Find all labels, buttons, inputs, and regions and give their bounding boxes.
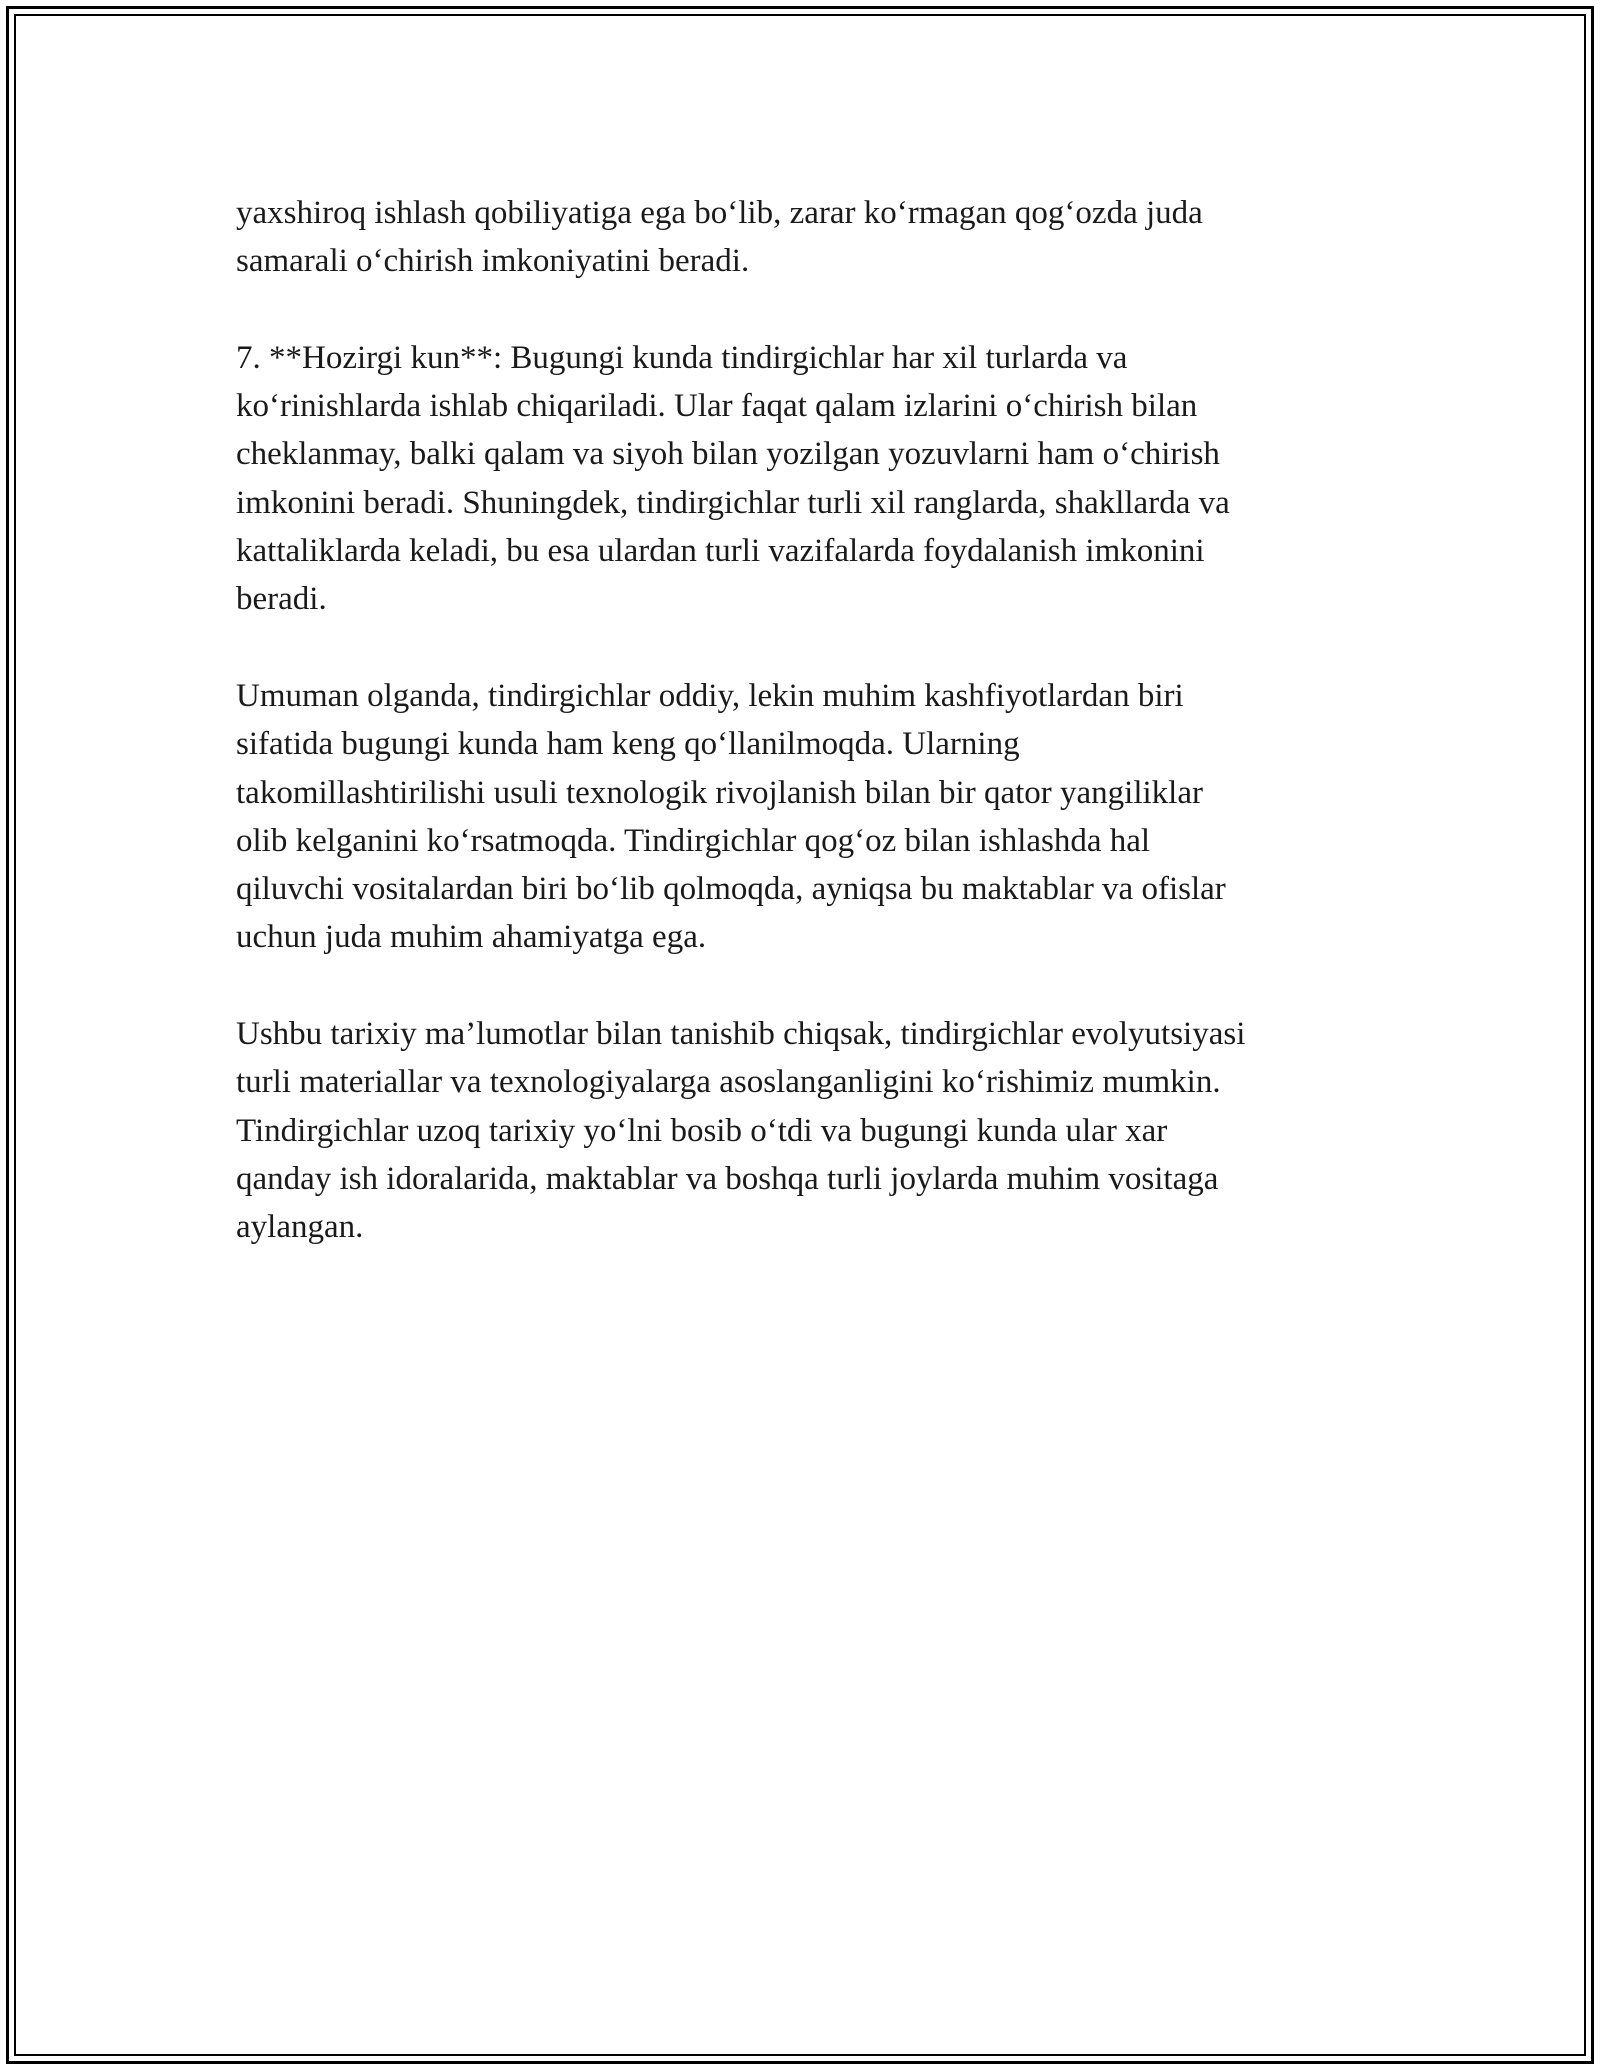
text-line: qiluvchi vositalardan biri bo‘lib qolmoqda, ayniqsa bu maktablar va ofislar [236, 871, 1226, 908]
text-line: uchun juda muhim ahamiyatga ega. [236, 919, 707, 956]
document-body [236, 189, 1376, 1300]
text-line: imkonini beradi. Shuningdek, tindirgichlar turli xil ranglarda, shakllarda va [236, 484, 1230, 521]
text-line: samarali o‘chirish imkoniyatini beradi. [236, 243, 750, 280]
text-line: beradi. [236, 581, 327, 618]
text-line: yaxshiroq ishlash qobiliyatiga ega bo‘lib, zarar ko‘rmagan qog‘ozda juda [236, 195, 1203, 231]
paragraph-continuation [236, 189, 1376, 286]
text-line: takomillashtirilishi usuli texnologik rivojlanish bilan bir qator yangiliklar [236, 774, 1203, 811]
text-line: Tindirgichlar uzoq tarixiy yo‘lni bosib o‘tdi va bugungi kunda ular xar [236, 1112, 1168, 1149]
text-line: turli materiallar va texnologiyalarga asoslanganligini ko‘rishimiz mumkin. [236, 1064, 1221, 1101]
text-line: sifatida bugungi kunda ham keng qo‘llanilmoqda. Ularning [236, 726, 1020, 763]
paragraph-conclusion [236, 1010, 1376, 1251]
text-line: Umuman olganda, tindirgichlar oddiy, lekin muhim kashfiyotlardan biri [236, 677, 1184, 714]
text-line: qanday ish idoralarida, maktablar va boshqa turli joylarda muhim vositaga [236, 1160, 1219, 1197]
text-line: Ushbu tarixiy ma’lumotlar bilan tanishib chiqsak, tindirgichlar evolyutsiyasi [236, 1016, 1246, 1053]
text-line: olib kelganini ko‘rsatmoqda. Tindirgichlar qog‘oz bilan ishlashda hal [236, 822, 1151, 859]
text-line: aylangan. [236, 1209, 364, 1246]
text-line: cheklanmay, balki qalam va siyoh bilan yozilgan yozuvlarni ham o‘chirish [236, 436, 1220, 473]
text-line: kattaliklarda keladi, bu esa ulardan turli vazifalarda foydalanish imkonini [236, 533, 1205, 570]
text-line: ko‘rinishlarda ishlab chiqariladi. Ular faqat qalam izlarini o‘chirish bilan [236, 388, 1198, 425]
text-line: 7. **Hozirgi kun**: Bugungi kunda tindirgichlar har xil turlarda va [236, 339, 1128, 376]
paragraph-hozirgi-kun [236, 334, 1376, 624]
paragraph-umuman-olganda [236, 672, 1376, 962]
